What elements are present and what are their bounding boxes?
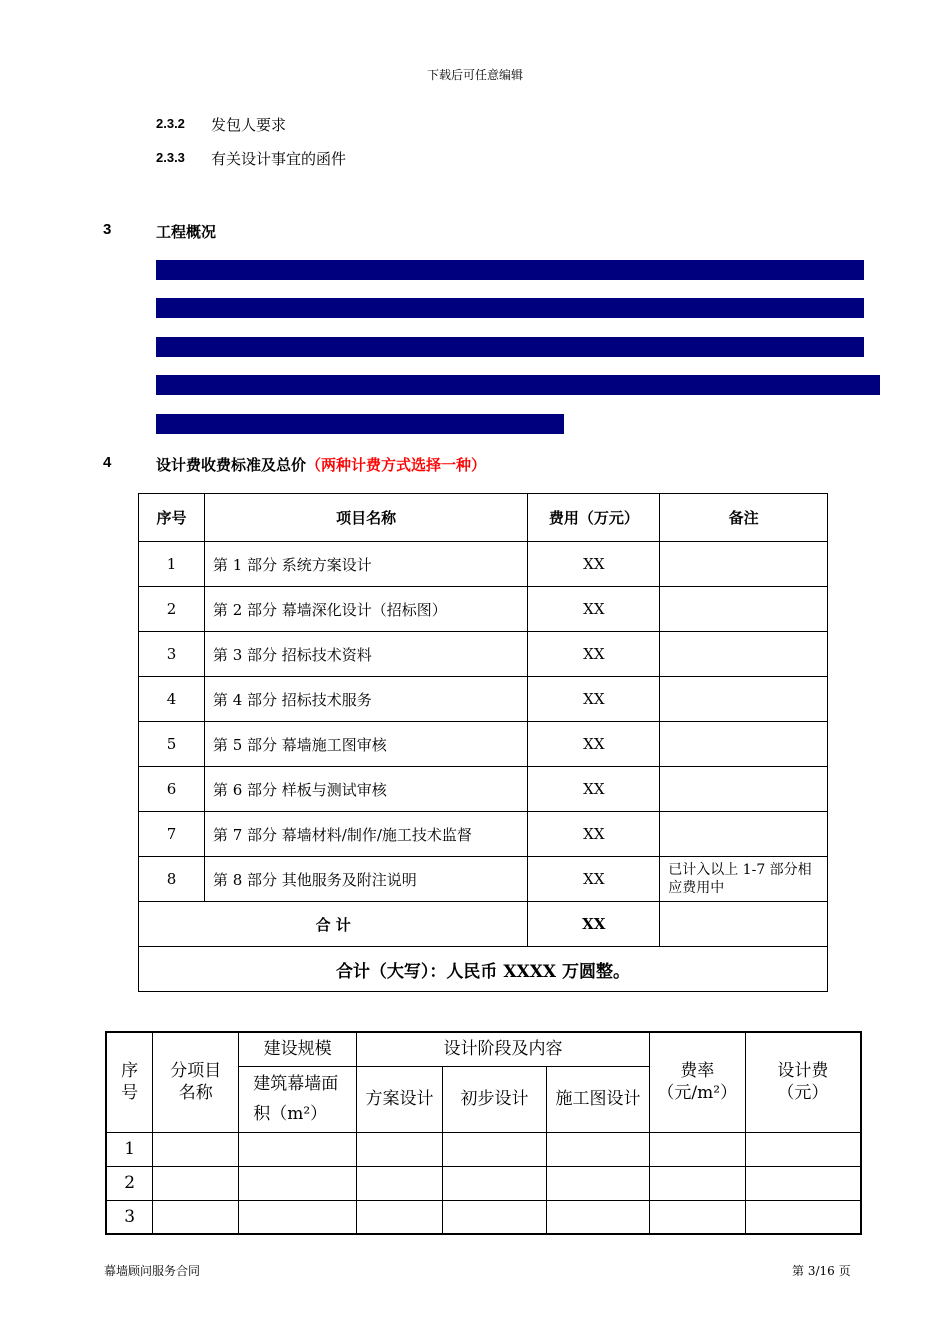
rate-table xyxy=(105,1031,862,1235)
cell xyxy=(547,1166,650,1200)
redacted-line xyxy=(156,298,864,318)
fee-table xyxy=(138,493,828,992)
col-header: 费用（万元） xyxy=(528,494,660,542)
table-row xyxy=(139,632,828,677)
cell xyxy=(649,1132,745,1166)
cell xyxy=(239,1166,357,1200)
row-no: 2 xyxy=(139,587,205,632)
cell xyxy=(153,1166,239,1200)
redacted-line xyxy=(156,337,864,357)
row-remark xyxy=(660,677,828,722)
table-row xyxy=(139,857,828,902)
total-remark xyxy=(660,902,828,947)
cell xyxy=(357,1166,443,1200)
row-name: 第 6 部分 样板与测试审核 xyxy=(204,767,527,812)
section-number: 2.3.2 xyxy=(156,116,185,131)
section-title: 工程概况 xyxy=(156,223,217,241)
cell xyxy=(239,1132,357,1166)
section-title xyxy=(156,454,486,475)
row-fee: XX xyxy=(528,767,660,812)
section-title-text: 设计费收费标准及总价 xyxy=(156,456,307,474)
col-header-no: 序号 xyxy=(106,1032,153,1132)
row-no: 5 xyxy=(139,722,205,767)
cell xyxy=(153,1132,239,1166)
cell xyxy=(442,1200,547,1234)
redacted-line xyxy=(156,414,564,434)
row-remark xyxy=(660,587,828,632)
cell xyxy=(357,1200,443,1234)
row-name: 第 2 部分 幕墙深化设计（招标图） xyxy=(204,587,527,632)
row-fee: XX xyxy=(528,857,660,902)
table-row xyxy=(106,1132,861,1166)
col-header-rate: 费率（元/m²） xyxy=(649,1032,745,1132)
cell xyxy=(649,1200,745,1234)
total-label: 合 计 xyxy=(139,902,528,947)
section-title: 有关设计事宜的函件 xyxy=(211,150,347,168)
footer-page-number: 第 3/16 页 xyxy=(792,1264,851,1278)
cell xyxy=(442,1166,547,1200)
cell xyxy=(153,1200,239,1234)
col-header: 项目名称 xyxy=(204,494,527,542)
table-row xyxy=(139,542,828,587)
footer-doc-title: 幕墙顾问服务合同 xyxy=(104,1264,201,1278)
total-fee: XX xyxy=(528,902,660,947)
col-header-fee: 设计费（元） xyxy=(745,1032,861,1132)
col-header-scale: 建设规模 xyxy=(239,1032,357,1066)
row-no: 1 xyxy=(106,1132,153,1166)
row-remark: 已计入以上 1-7 部分相应费用中 xyxy=(660,857,828,902)
col-header-item: 分项目名称 xyxy=(153,1032,239,1132)
row-fee: XX xyxy=(528,677,660,722)
table-header-row xyxy=(106,1032,861,1066)
col-header-stage: 设计阶段及内容 xyxy=(357,1032,650,1066)
table-header-row xyxy=(139,494,828,542)
row-no: 2 xyxy=(106,1166,153,1200)
row-name: 第 4 部分 招标技术服务 xyxy=(204,677,527,722)
row-name: 第 1 部分 系统方案设计 xyxy=(204,542,527,587)
section-title-note: （两种计费方式选择一种） xyxy=(306,456,487,474)
row-name: 第 8 部分 其他服务及附注说明 xyxy=(204,857,527,902)
row-name: 第 3 部分 招标技术资料 xyxy=(204,632,527,677)
section-number: 4 xyxy=(103,454,112,471)
section-number: 2.3.3 xyxy=(156,150,185,165)
row-name: 第 5 部分 幕墙施工图审核 xyxy=(204,722,527,767)
col-header-prelim: 初步设计 xyxy=(442,1066,547,1132)
total-words-row xyxy=(139,947,828,992)
cell xyxy=(357,1132,443,1166)
redacted-line xyxy=(156,260,864,280)
col-header-scheme: 方案设计 xyxy=(357,1066,443,1132)
section-number: 3 xyxy=(103,221,112,238)
row-remark xyxy=(660,632,828,677)
row-name: 第 7 部分 幕墙材料/制作/施工技术监督 xyxy=(204,812,527,857)
table-row xyxy=(106,1166,861,1200)
row-remark xyxy=(660,722,828,767)
cell xyxy=(649,1166,745,1200)
total-row xyxy=(139,902,828,947)
row-remark xyxy=(660,767,828,812)
table-row xyxy=(139,677,828,722)
cell xyxy=(745,1132,861,1166)
cell xyxy=(547,1132,650,1166)
col-header-area: 建筑幕墙面积（m²） xyxy=(239,1066,357,1132)
col-header: 备注 xyxy=(660,494,828,542)
table-row xyxy=(139,722,828,767)
row-fee: XX xyxy=(528,722,660,767)
row-no: 4 xyxy=(139,677,205,722)
col-header-construct: 施工图设计 xyxy=(547,1066,650,1132)
page-header: 下载后可任意编辑 xyxy=(426,68,523,82)
row-fee: XX xyxy=(528,587,660,632)
total-words: 合计（大写）：人民币 XXXX 万圆整。 xyxy=(139,947,828,992)
row-remark xyxy=(660,812,828,857)
row-no: 3 xyxy=(106,1200,153,1234)
row-no: 8 xyxy=(139,857,205,902)
cell xyxy=(745,1200,861,1234)
table-row xyxy=(139,767,828,812)
row-no: 1 xyxy=(139,542,205,587)
table-row xyxy=(139,587,828,632)
section-title: 发包人要求 xyxy=(211,116,287,134)
row-no: 6 xyxy=(139,767,205,812)
cell xyxy=(442,1132,547,1166)
cell xyxy=(547,1200,650,1234)
redacted-line xyxy=(156,375,880,395)
table-row xyxy=(106,1200,861,1234)
col-header: 序号 xyxy=(139,494,205,542)
row-fee: XX xyxy=(528,632,660,677)
cell xyxy=(239,1200,357,1234)
row-no: 3 xyxy=(139,632,205,677)
row-fee: XX xyxy=(528,812,660,857)
cell xyxy=(745,1166,861,1200)
row-no: 7 xyxy=(139,812,205,857)
table-row xyxy=(139,812,828,857)
row-fee: XX xyxy=(528,542,660,587)
row-remark xyxy=(660,542,828,587)
